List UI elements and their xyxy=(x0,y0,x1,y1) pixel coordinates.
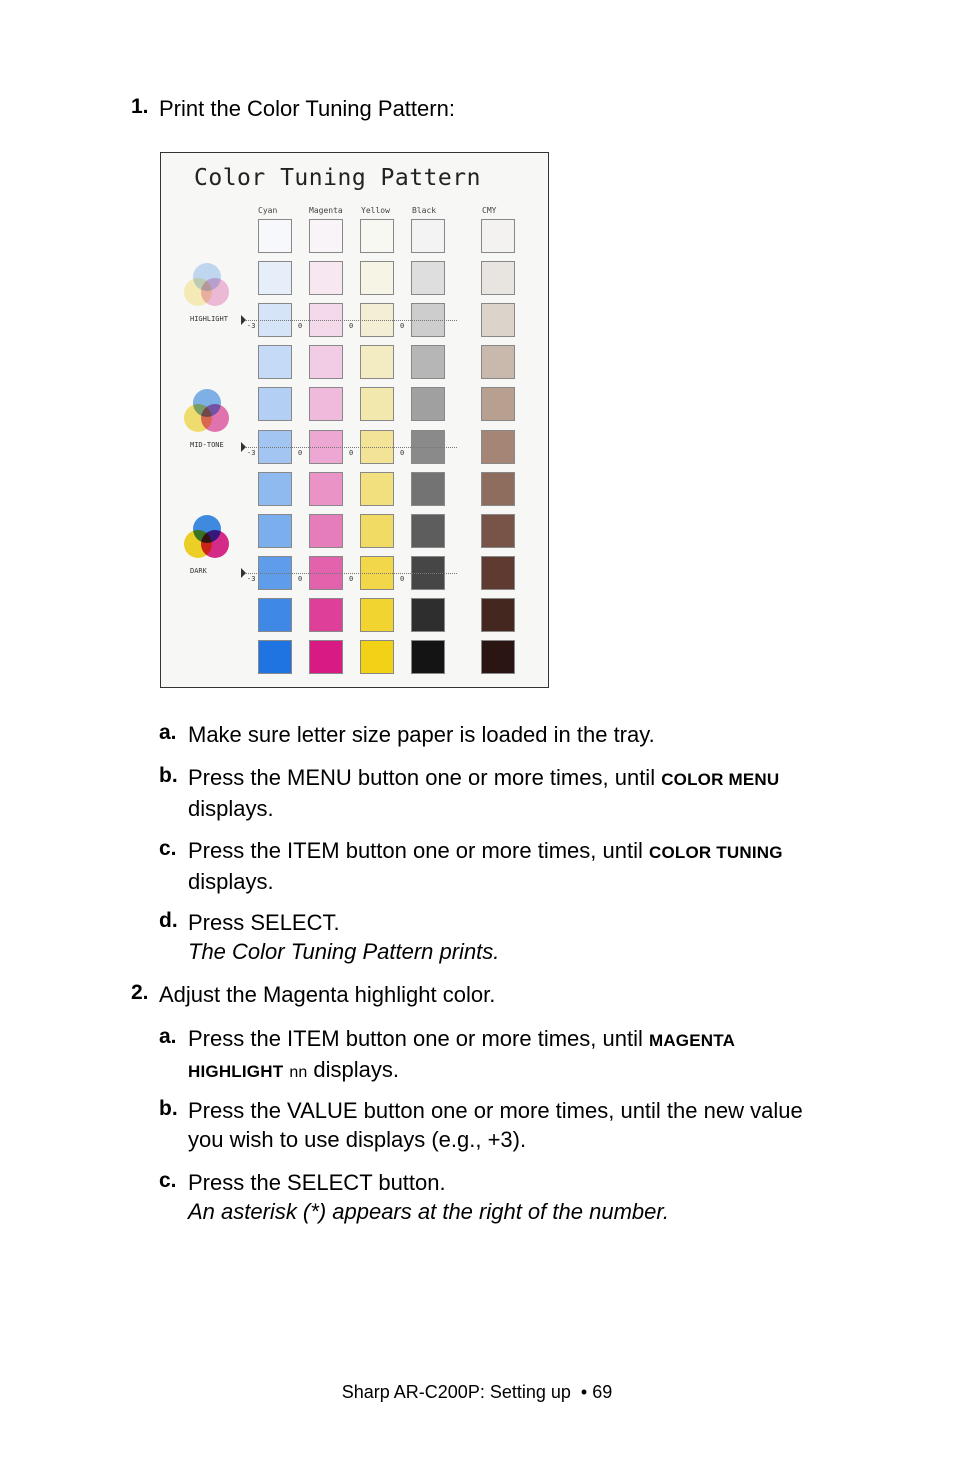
swatch-magenta xyxy=(309,261,343,295)
swatch-black xyxy=(411,640,445,674)
tone-marker-triangle xyxy=(241,568,246,578)
swatch-cmy xyxy=(481,387,515,421)
menu-name-color-tuning: COLOR TUNING xyxy=(648,843,783,862)
swatch-cmy xyxy=(481,598,515,632)
menu-name-magenta: MAGENTA xyxy=(648,1031,736,1050)
step-1c-pre: Press the ITEM button one or more times, until xyxy=(188,838,649,863)
swatch-cyan xyxy=(258,472,292,506)
swatch-magenta xyxy=(309,514,343,548)
step-2c-main: Press the SELECT button. xyxy=(188,1170,446,1195)
swatch-cmy xyxy=(481,219,515,253)
swatch-black xyxy=(411,472,445,506)
value-placeholder-nn: nn xyxy=(289,1064,308,1081)
scale-zero-value: 0 xyxy=(298,322,303,330)
swatch-cmy xyxy=(481,430,515,464)
step-1b-pre: Press the MENU button one or more times, until xyxy=(188,765,662,790)
tone-marker-triangle xyxy=(241,315,246,325)
swatch-cmy xyxy=(481,556,515,590)
scale-zero-value: 0 xyxy=(349,575,354,583)
swatch-magenta xyxy=(309,640,343,674)
swatch-black xyxy=(411,345,445,379)
scale-minus-value: -3 xyxy=(247,449,256,457)
step-2a-text xyxy=(188,1024,868,1087)
color-venn-diagram-icon xyxy=(179,385,235,441)
tone-label-mid-tone: MID-TONE xyxy=(190,441,224,449)
swatch-cmy xyxy=(481,345,515,379)
step-1-number: 1. xyxy=(131,95,149,118)
swatch-black xyxy=(411,514,445,548)
scale-zero-value: 0 xyxy=(349,322,354,330)
footer-text: Sharp AR-C200P: Setting up xyxy=(341,1382,571,1402)
step-2b-text xyxy=(188,1096,868,1154)
swatch-yellow xyxy=(360,598,394,632)
column-label-magenta: Magenta xyxy=(309,206,343,215)
tone-label-highlight: HIGHLIGHT xyxy=(190,315,228,323)
swatch-cmy xyxy=(481,472,515,506)
swatch-yellow xyxy=(360,219,394,253)
step-1-text: Print the Color Tuning Pattern: xyxy=(159,96,455,121)
swatch-black xyxy=(411,598,445,632)
swatch-cyan xyxy=(258,219,292,253)
swatch-yellow xyxy=(360,472,394,506)
swatch-black xyxy=(411,261,445,295)
swatch-magenta xyxy=(309,472,343,506)
swatch-yellow xyxy=(360,640,394,674)
step-2-text: Adjust the Magenta highlight color. xyxy=(159,982,496,1007)
swatch-magenta xyxy=(309,219,343,253)
swatch-cyan xyxy=(258,345,292,379)
step-1d-letter: d. xyxy=(159,909,178,932)
column-label-cyan: Cyan xyxy=(258,206,278,215)
step-1a-letter: a. xyxy=(159,721,177,744)
scale-zero-value: 0 xyxy=(298,449,303,457)
page-number: • 69 xyxy=(580,1382,613,1402)
column-label-yellow: Yellow xyxy=(361,206,390,215)
menu-name-color-menu: COLOR MENU xyxy=(661,770,780,789)
tone-marker-line xyxy=(241,573,457,574)
page-footer xyxy=(0,1382,954,1403)
swatch-cmy xyxy=(481,640,515,674)
venn-circle xyxy=(201,530,229,558)
scale-zero-value: 0 xyxy=(349,449,354,457)
swatch-cyan xyxy=(258,261,292,295)
swatch-cyan xyxy=(258,598,292,632)
swatch-magenta xyxy=(309,345,343,379)
step-1d-note: The Color Tuning Pattern prints. xyxy=(188,939,500,964)
column-label-cmy: CMY xyxy=(482,206,497,215)
tone-marker-line xyxy=(241,447,457,448)
swatch-magenta xyxy=(309,598,343,632)
swatch-yellow xyxy=(360,345,394,379)
step-2c-letter: c. xyxy=(159,1169,177,1192)
step-1b-text xyxy=(188,763,868,823)
scale-minus-value: -3 xyxy=(247,322,256,330)
step-2a-post: displays. xyxy=(307,1057,399,1082)
step-1d-text xyxy=(188,908,868,966)
step-1c-post: displays. xyxy=(188,869,274,894)
tone-label-dark: DARK xyxy=(190,567,207,575)
step-2b-line2: you wish to use displays (e.g., +3). xyxy=(188,1127,527,1152)
color-tuning-pattern-figure xyxy=(160,152,549,688)
swatch-cmy xyxy=(481,514,515,548)
swatch-black xyxy=(411,219,445,253)
swatch-yellow xyxy=(360,514,394,548)
step-1b-post: displays. xyxy=(188,796,274,821)
menu-name-highlight: HIGHLIGHT xyxy=(188,1062,284,1081)
pattern-title: Color Tuning Pattern xyxy=(194,165,481,191)
scale-minus-value: -3 xyxy=(247,575,256,583)
column-label-black: Black xyxy=(412,206,437,215)
swatch-yellow xyxy=(360,261,394,295)
step-1d-main: Press SELECT. xyxy=(188,910,340,935)
tone-marker-line xyxy=(241,320,457,321)
swatch-cmy xyxy=(481,261,515,295)
step-2c-text xyxy=(188,1168,868,1226)
scale-zero-value: 0 xyxy=(400,575,405,583)
swatch-cmy xyxy=(481,303,515,337)
step-2b-line1: Press the VALUE button one or more times, until the new value xyxy=(188,1098,803,1123)
step-2c-note: An asterisk (*) appears at the right of the number. xyxy=(188,1199,669,1224)
swatch-black xyxy=(411,387,445,421)
step-1c-text xyxy=(188,836,868,896)
color-venn-diagram-icon xyxy=(179,511,235,567)
color-venn-diagram-icon xyxy=(179,259,235,315)
venn-circle xyxy=(201,404,229,432)
step-2a-letter: a. xyxy=(159,1025,177,1048)
swatch-magenta xyxy=(309,387,343,421)
scale-zero-value: 0 xyxy=(400,449,405,457)
step-1a-text: Make sure letter size paper is loaded in the tray. xyxy=(188,722,655,747)
scale-zero-value: 0 xyxy=(400,322,405,330)
step-2b-letter: b. xyxy=(159,1097,178,1120)
step-1c-letter: c. xyxy=(159,837,177,860)
swatch-cyan xyxy=(258,514,292,548)
swatch-cyan xyxy=(258,640,292,674)
swatch-cyan xyxy=(258,387,292,421)
swatch-yellow xyxy=(360,387,394,421)
venn-circle xyxy=(201,278,229,306)
scale-zero-value: 0 xyxy=(298,575,303,583)
step-2-number: 2. xyxy=(131,981,149,1004)
tone-marker-triangle xyxy=(241,442,246,452)
step-2a-pre: Press the ITEM button one or more times, until xyxy=(188,1026,649,1051)
step-1b-letter: b. xyxy=(159,764,178,787)
